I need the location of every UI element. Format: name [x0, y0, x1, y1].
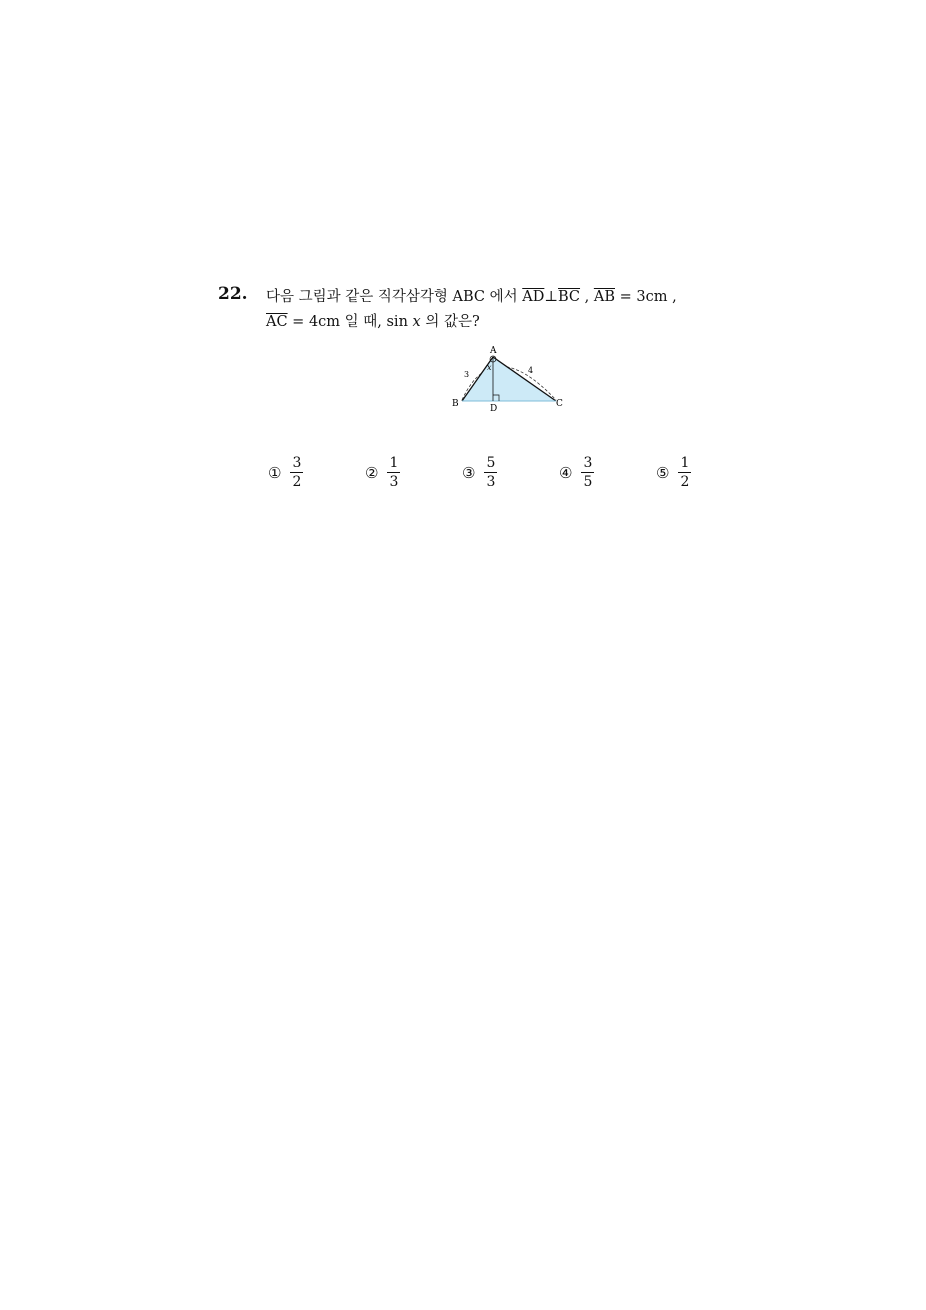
choice-4-marker: ④	[559, 463, 573, 482]
choice-4-numerator: 3	[583, 455, 593, 471]
choice-3-marker: ③	[462, 463, 476, 482]
choice-5-denominator: 2	[680, 474, 690, 490]
choice-2[interactable]	[365, 455, 400, 490]
label-a: A	[490, 346, 497, 356]
separator: ,	[580, 289, 594, 305]
label-ac-length: 4	[528, 366, 534, 375]
choice-1-numerator: 3	[292, 455, 302, 471]
triangle-fill	[462, 357, 556, 401]
choice-4-denominator: 5	[583, 474, 593, 490]
ac-value: = 4cm 일 때, sin	[287, 314, 413, 330]
choice-4-fraction	[581, 455, 594, 490]
ab-value: = 3cm ,	[615, 289, 677, 305]
variable-x: x	[412, 314, 421, 330]
question-number: 22.	[218, 284, 248, 304]
choice-1-marker: ①	[268, 463, 282, 482]
label-x: x	[487, 363, 492, 372]
choice-5-numerator: 1	[680, 455, 690, 471]
segment-bc: $\overline{BC}$	[558, 289, 581, 305]
perpendicular-symbol: ⊥	[544, 289, 558, 305]
segment-ad: $\overline{AD}$	[522, 289, 545, 305]
label-d: D	[490, 404, 498, 414]
choice-2-denominator: 3	[389, 474, 399, 490]
choice-1-fraction	[290, 455, 303, 490]
choice-2-marker: ②	[365, 463, 379, 482]
choice-3-numerator: 5	[486, 455, 496, 471]
choice-5-marker: ⑤	[656, 463, 670, 482]
choice-3-denominator: 3	[486, 474, 496, 490]
choice-3[interactable]	[462, 455, 497, 490]
choice-1-denominator: 2	[292, 474, 302, 490]
label-b: B	[452, 399, 459, 409]
triangle-figure	[448, 343, 573, 418]
question-intro: 다음 그림과 같은 직각삼각형 ABC 에서	[266, 289, 523, 305]
segment-ac: $\overline{AC}$	[266, 314, 288, 330]
segment-ab: $\overline{AB}$	[593, 289, 615, 305]
choice-2-numerator: 1	[389, 455, 399, 471]
question-line-2	[266, 310, 726, 335]
choice-5[interactable]	[656, 455, 691, 490]
answer-choices	[268, 455, 708, 497]
question-ending: 의 값은?	[420, 314, 480, 330]
choice-5-fraction	[678, 455, 691, 490]
choice-2-fraction	[387, 455, 400, 490]
label-ab-length: 3	[464, 370, 470, 379]
question-line-1	[266, 285, 726, 310]
choice-1[interactable]	[268, 455, 303, 490]
question-text	[266, 285, 726, 335]
label-c: C	[556, 399, 563, 409]
choice-4[interactable]	[559, 455, 594, 490]
choice-3-fraction	[484, 455, 497, 490]
